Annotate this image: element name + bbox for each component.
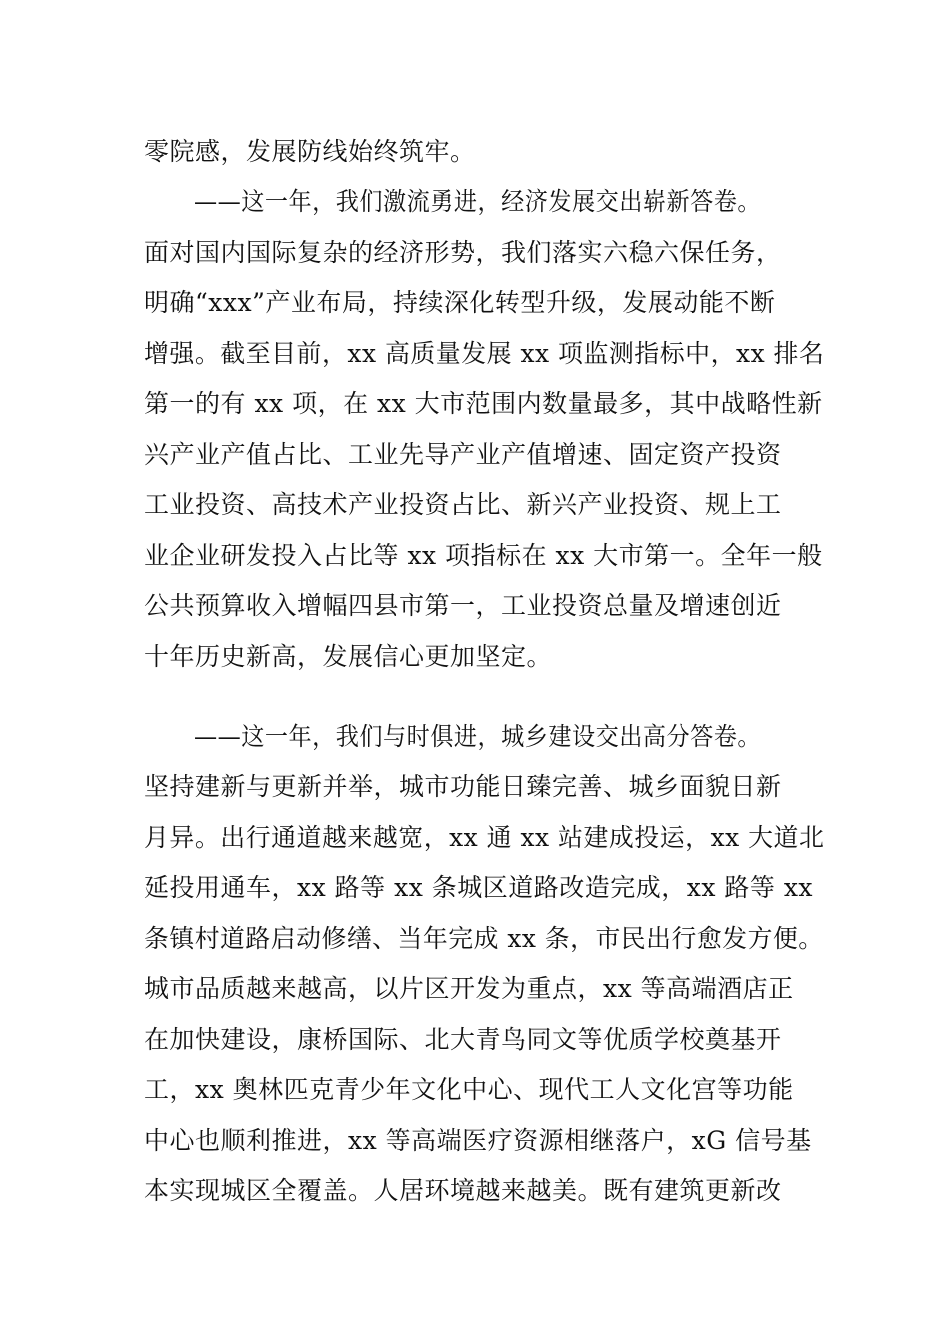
text-line: 工，xx 奥林匹克青少年文化中心、现代工人文化宫等功能 — [144, 1075, 794, 1104]
text-line: 十年历史新高，发展信心更加坚定。 — [144, 642, 553, 671]
text-line: 中心也顺利推进，xx 等高端医疗资源相继落户，xG 信号基 — [144, 1126, 812, 1155]
text-line: 延投用通车，xx 路等 xx 条城区道路改造完成，xx 路等 xx — [144, 873, 814, 902]
text-line: 月异。出行通道越来越宽，xx 通 xx 站建成投运，xx 大道北 — [144, 823, 825, 852]
text-line: 城市品质越来越高，以片区开发为重点，xx 等高端酒店正 — [144, 974, 794, 1003]
text-line: 在加快建设，康桥国际、北大青鸟同文等优质学校奠基开 — [144, 1025, 782, 1054]
text-line: 明确“xxx”产业布局，持续深化转型升级，发展动能不断 — [144, 288, 776, 317]
text-line: 零院感，发展防线始终筑牢。 — [144, 137, 476, 166]
text-line: 坚持建新与更新并举，城市功能日臻完善、城乡面貌日新 — [144, 772, 782, 801]
text-line: 公共预算收入增幅四县市第一，工业投资总量及增速创近 — [144, 591, 782, 620]
text-line: 业企业研发投入占比等 xx 项指标在 xx 大市第一。全年一般 — [144, 541, 823, 570]
text-line: 兴产业产值占比、工业先导产业产值增速、固定资产投资 — [144, 440, 782, 469]
paragraph-first-line: ——这一年，我们激流勇进，经济发展交出崭新答卷。 — [194, 187, 762, 216]
text-line: 增强。截至目前，xx 高质量发展 xx 项监测指标中，xx 排名 — [144, 339, 825, 368]
text-line: 条镇村道路启动修缮、当年完成 xx 条，市民出行愈发方便。 — [144, 924, 824, 953]
paragraph-first-line: ——这一年，我们与时俱进，城乡建设交出高分答卷。 — [194, 722, 762, 751]
text-line: 本实现城区全覆盖。人居环境越来越美。既有建筑更新改 — [144, 1176, 782, 1205]
text-line: 第一的有 xx 项，在 xx 大市范围内数量最多，其中战略性新 — [144, 389, 823, 418]
text-line: 工业投资、高技术产业投资占比、新兴产业投资、规上工 — [144, 490, 782, 519]
text-line: 面对国内国际复杂的经济形势，我们落实六稳六保任务， — [144, 238, 782, 267]
